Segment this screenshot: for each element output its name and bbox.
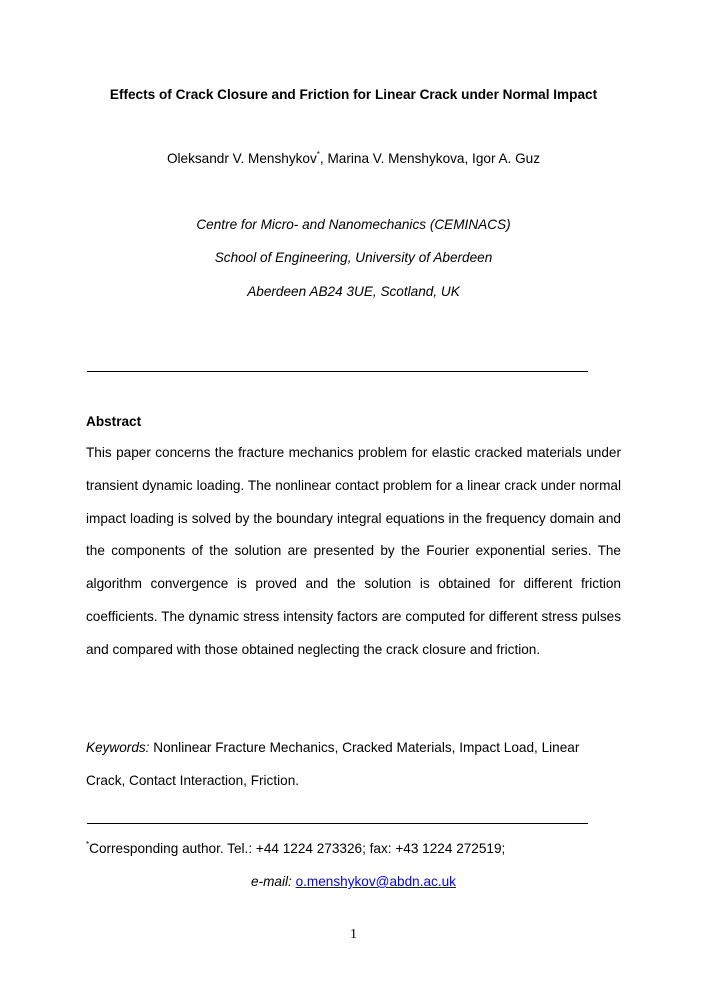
author-list (0, 150, 707, 168)
email-link[interactable]: o.menshykov@abdn.ac.uk (295, 874, 456, 889)
footnote-marker: * (86, 840, 90, 849)
keywords-list: Nonlinear Fracture Mechanics, Cracked Materials, Impact Load, Linear Crack, Contact Interaction, Friction. (86, 740, 580, 788)
email-label: e-mail: (251, 874, 292, 889)
author-name-corresponding: Oleksandr V. Menshykov (166, 151, 317, 166)
corresponding-author-marker: * (316, 150, 320, 159)
paper-title: Effects of Crack Closure and Friction for Linear Crack under Normal Impact (109, 87, 598, 102)
footnote-divider (87, 823, 588, 824)
page-number: 1 (350, 927, 357, 942)
header-divider (87, 371, 588, 372)
email-line (0, 873, 707, 891)
abstract-heading: Abstract (86, 414, 142, 429)
abstract-body: This paper concerns the fracture mechanics problem for elastic cracked materials under transient dynamic loading. The nonlinear contact problem for a linear crack under normal impact loading is solved by the boundary integral equations in the frequency domain and the components of the solution are presented by the Fourier exponential series. The algorithm convergence is proved and the solution is obtained for different friction coefficients. The dynamic stress intensity factors are computed for different stress pulses and compared with those obtained neglecting the crack closure and friction. (86, 445, 621, 657)
affiliation-centre: Centre for Micro- and Nanomechanics (CEMINACS) (196, 217, 511, 232)
corresponding-author-footnote (86, 840, 646, 858)
affiliation-address: Aberdeen AB24 3UE, Scotland, UK (247, 284, 460, 299)
keywords (86, 732, 621, 798)
affiliation-school: School of Engineering, University of Aberdeen (214, 250, 493, 265)
footnote-contact-text: Corresponding author. Tel.: +44 1224 273326; fax: +43 1224 272519; (89, 841, 506, 856)
keywords-label: Keywords: (86, 740, 150, 755)
author-names-coauthors: , Marina V. Menshykova, Igor A. Guz (319, 151, 541, 166)
